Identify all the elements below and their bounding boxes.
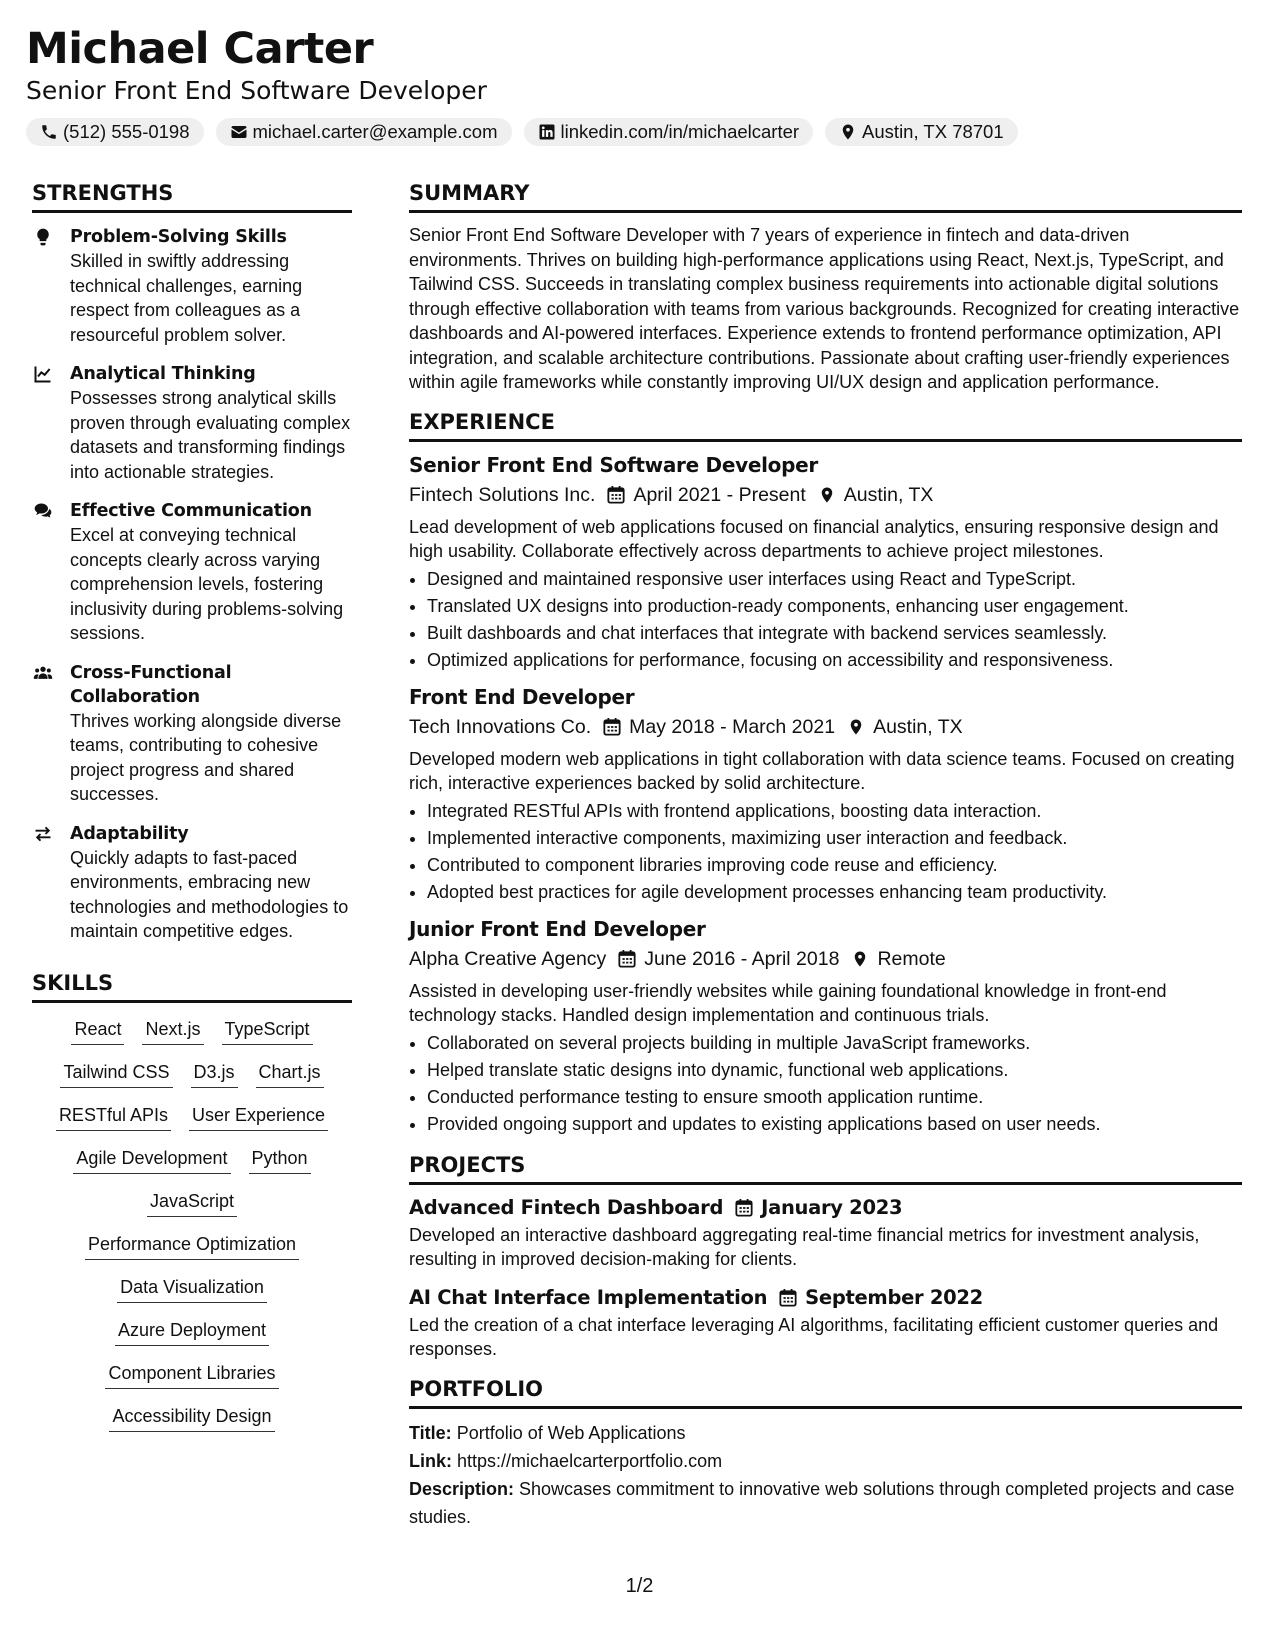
comments-icon — [32, 501, 54, 521]
experience-heading: EXPERIENCE — [409, 409, 1242, 442]
chart-line-icon — [32, 364, 54, 384]
skill-tag: Accessibility Design — [109, 1404, 274, 1432]
map-marker-icon — [851, 949, 869, 969]
strength-desc: Thrives working alongside diverse teams, contributing to cohesive project progress and shared successes. — [70, 710, 342, 804]
envelope-icon — [230, 123, 248, 141]
linkedin-contact[interactable] — [524, 118, 814, 146]
job-bullet: • Collaborated on several projects building in multiple JavaScript frameworks. — [427, 1030, 1242, 1057]
contact-bar — [26, 118, 1018, 146]
page-number-text: 1/2 — [625, 1575, 654, 1597]
skills-list — [32, 1013, 352, 1432]
project-entry — [409, 1285, 1242, 1362]
project-header — [409, 1285, 1242, 1311]
arrows-exchange-icon — [32, 824, 54, 844]
phone-icon — [40, 123, 58, 141]
job-title: Senior Front End Software Developer — [409, 452, 818, 477]
strength-item — [32, 225, 352, 347]
skill-tag: Azure Deployment — [115, 1318, 269, 1346]
job-title: Front End Developer — [409, 684, 635, 709]
strength-desc: Possesses strong analytical skills proven through evaluating complex datasets and transforming findings into actionable strategies. — [70, 388, 351, 482]
skill-tag: RESTful APIs — [56, 1103, 171, 1131]
page-number — [0, 1575, 1275, 1598]
portfolio-desc-label: Description: — [409, 1478, 515, 1499]
phone-text: (512) 555-0198 — [63, 121, 190, 142]
project-title: Advanced Fintech Dashboard — [409, 1195, 724, 1219]
map-marker-icon — [818, 485, 836, 505]
portfolio-title-line — [409, 1419, 1242, 1447]
job-dates: June 2016 - April 2018 — [644, 947, 840, 970]
portfolio-title: Portfolio of Web Applications — [456, 1422, 686, 1443]
skill-tag: User Experience — [189, 1103, 328, 1131]
strength-item — [32, 822, 352, 944]
portfolio-block — [409, 1419, 1242, 1531]
strength-desc: Skilled in swiftly addressing technical challenges, earning respect from colleagues as a resourceful problem solver. — [70, 251, 303, 345]
job-description: Lead development of web applications focused on financial analytics, ensuring responsive design and high usability. Collaborate effectively across departments to achieve project milestones. — [409, 516, 1219, 561]
candidate-name: Michael Carter — [26, 24, 374, 74]
job-bullet: • Helped translate static designs into dynamic, functional web applications. — [427, 1057, 1242, 1084]
candidate-title: Senior Front End Software Developer — [26, 76, 487, 105]
project-description: Developed an interactive dashboard aggregating real-time financial metrics for investment analysis, resulting in improved decision-making for clients. — [409, 1224, 1200, 1269]
calendar-icon — [607, 485, 625, 505]
location-contact — [825, 118, 1018, 146]
skill-tag: Python — [249, 1146, 311, 1174]
job-company: Fintech Solutions Inc. — [409, 483, 596, 506]
strengths-list — [32, 223, 352, 944]
portfolio-desc-line — [409, 1475, 1242, 1531]
map-marker-icon — [847, 717, 865, 737]
portfolio-description: Showcases commitment to innovative web solutions through completed projects and case studies. — [409, 1478, 1235, 1527]
strength-title: Adaptability — [70, 823, 189, 844]
skill-tag: Component Libraries — [105, 1361, 278, 1389]
project-description: Led the creation of a chat interface leveraging AI algorithms, facilitating efficient customer queries and responses. — [409, 1314, 1219, 1359]
job-meta — [409, 713, 1242, 741]
strength-item — [32, 362, 352, 484]
strength-desc: Excel at conveying technical concepts clearly across varying comprehension levels, fostering inclusivity during problems-solving sessions. — [70, 525, 344, 643]
portfolio-heading: PORTFOLIO — [409, 1376, 1242, 1409]
job-company: Alpha Creative Agency — [409, 947, 607, 970]
job-description: Assisted in developing user-friendly websites while gaining foundational knowledge in front-end technology stacks. Handled design implementation and continuous trials. — [409, 980, 1167, 1025]
job-bullet: • Implemented interactive components, maximizing user interaction and feedback. — [427, 825, 1242, 852]
job-entry — [409, 684, 1242, 906]
project-header — [409, 1195, 1242, 1221]
job-title: Junior Front End Developer — [409, 916, 706, 941]
strength-title: Problem-Solving Skills — [70, 227, 287, 247]
job-meta — [409, 481, 1242, 509]
strength-item — [32, 661, 352, 807]
strengths-heading: STRENGTHS — [32, 180, 352, 213]
job-location: Remote — [877, 947, 946, 970]
skill-tag: Tailwind CSS — [60, 1060, 172, 1088]
job-bullet: • Contributed to component libraries improving code reuse and efficiency. — [427, 852, 1242, 879]
job-bullets — [409, 1030, 1242, 1138]
phone-contact[interactable] — [26, 118, 204, 146]
strength-desc: Quickly adapts to fast-paced environments, embracing new technologies and methodologies to maintain competitive edges. — [70, 847, 349, 941]
users-icon — [32, 663, 54, 683]
skill-tag: JavaScript — [147, 1189, 237, 1217]
job-meta — [409, 945, 1242, 973]
portfolio-title-label: Title: — [409, 1422, 452, 1443]
skill-tag: Data Visualization — [117, 1275, 267, 1303]
linkedin-text: linkedin.com/in/michaelcarter — [560, 121, 800, 142]
email-contact[interactable] — [216, 118, 512, 146]
skill-tag: TypeScript — [222, 1017, 313, 1045]
lightbulb-icon — [32, 227, 54, 247]
strength-title: Cross-Functional Collaboration — [70, 662, 232, 707]
portfolio-link-label: Link: — [409, 1450, 452, 1471]
linkedin-icon — [538, 123, 556, 141]
job-entry — [409, 916, 1242, 1138]
project-date: January 2023 — [761, 1195, 903, 1219]
job-bullet: • Conducted performance testing to ensure smooth application runtime. — [427, 1084, 1242, 1111]
job-bullet: • Integrated RESTful APIs with frontend applications, boosting data interaction. — [427, 798, 1242, 825]
job-dates: April 2021 - Present — [633, 483, 806, 506]
calendar-icon — [618, 949, 636, 969]
calendar-icon — [603, 717, 621, 737]
location-text: Austin, TX 78701 — [862, 121, 1004, 142]
left-column — [32, 180, 352, 1432]
job-bullets — [409, 798, 1242, 906]
skill-tag: Performance Optimization — [85, 1232, 299, 1260]
calendar-icon — [735, 1198, 753, 1218]
skill-tag: Agile Development — [73, 1146, 230, 1174]
email-text: michael.carter@example.com — [252, 121, 498, 142]
project-date: September 2022 — [805, 1285, 983, 1309]
map-marker-icon — [839, 123, 857, 141]
job-bullet: • Optimized applications for performance, focusing on accessibility and responsiveness. — [427, 647, 1242, 674]
job-location: Austin, TX — [873, 715, 963, 738]
skill-tag: Chart.js — [256, 1060, 324, 1088]
job-dates: May 2018 - March 2021 — [629, 715, 836, 738]
job-description: Developed modern web applications in tight collaboration with data science teams. Focused on creating rich, interactive experiences backed by solid architecture. — [409, 748, 1235, 793]
skill-tag: Next.js — [142, 1017, 203, 1045]
portfolio-link-line — [409, 1447, 1242, 1475]
job-bullet: • Translated UX designs into production-ready components, enhancing user engagement. — [427, 593, 1242, 620]
strength-title: Effective Communication — [70, 501, 312, 521]
resume-header — [26, 22, 1018, 146]
job-location: Austin, TX — [843, 483, 934, 506]
skill-tag: D3.js — [191, 1060, 238, 1088]
job-bullet: • Designed and maintained responsive user interfaces using React and TypeScript. — [427, 566, 1242, 593]
skill-tag: React — [71, 1017, 124, 1045]
calendar-icon — [779, 1288, 797, 1308]
portfolio-link[interactable]: https://michaelcarterportfolio.com — [457, 1450, 723, 1471]
job-bullet: • Provided ongoing support and updates to existing applications based on user needs. — [427, 1111, 1242, 1138]
skills-heading: SKILLS — [32, 970, 352, 1003]
job-company: Tech Innovations Co. — [409, 715, 592, 738]
project-entry — [409, 1195, 1242, 1272]
strength-title: Analytical Thinking — [70, 364, 256, 384]
job-bullet: • Built dashboards and chat interfaces that integrate with backend services seamlessly. — [427, 620, 1242, 647]
strength-item — [32, 499, 352, 646]
job-entry — [409, 452, 1242, 674]
right-column — [409, 180, 1242, 1531]
summary-heading: SUMMARY — [409, 180, 1242, 213]
summary-text: Senior Front End Software Developer with 7 years of experience in fintech and data-driven environments. Thrives on building high-performance applications using React, Next.js, TypeScript, and Tailwind CSS. Succeeds in translating complex business requirements into actionable digital solutions through effective collaboration with teams from various backgrounds. Recognized for creating interactive dashboards and AI-powered interfaces. Experience extends to frontend performance optimization, API integration, and scalable architecture contributions. Passionate about crafting user-friendly experiences within agile frameworks while constantly improving UI/UX design and application performance. — [409, 225, 1240, 392]
job-bullet: • Adopted best practices for agile development processes enhancing team productivity. — [427, 879, 1242, 906]
projects-heading: PROJECTS — [409, 1152, 1242, 1185]
project-title: AI Chat Interface Implementation — [409, 1285, 768, 1309]
job-bullets — [409, 566, 1242, 674]
